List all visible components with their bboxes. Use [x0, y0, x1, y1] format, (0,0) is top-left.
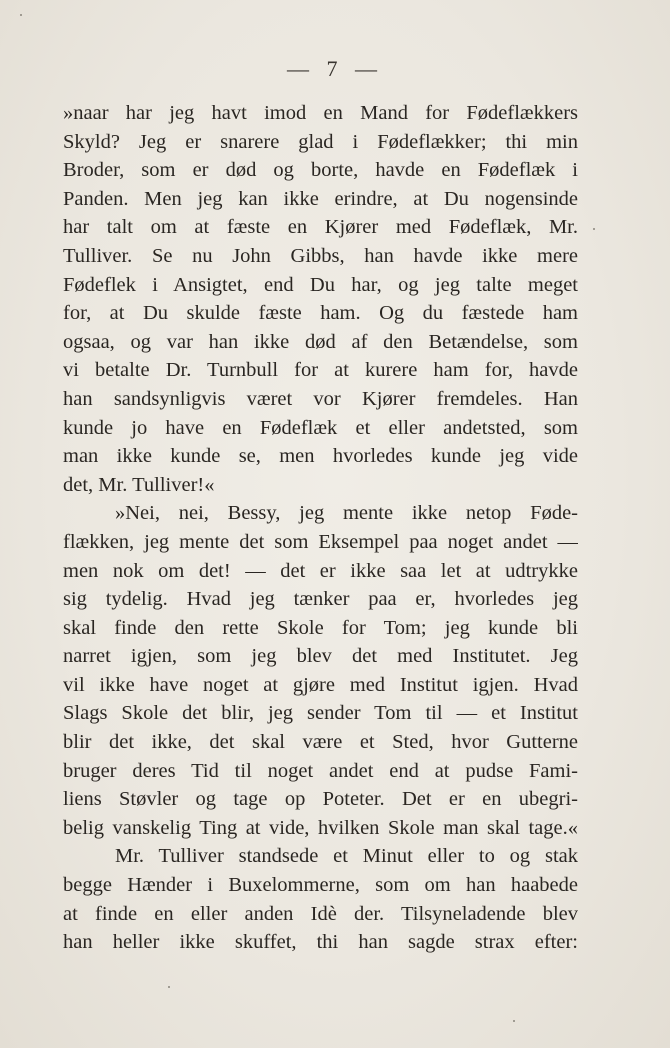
paper-speck	[513, 1020, 515, 1022]
text-line: men nok om det! — det er ikke saa let at udtrykke	[63, 559, 578, 582]
text-line: Skyld? Jeg er snarere glad i Fødeflækker; thi min	[63, 130, 578, 153]
text-line: Panden. Men jeg kan ikke erindre, at Du nogensinde	[63, 187, 578, 210]
paper-speck	[20, 14, 22, 16]
text-line: narret igjen, som jeg blev det med Institutet. Jeg	[63, 645, 578, 668]
text-line: belig vanskelig Ting at vide, hvilken Skole man skal tage.«	[63, 816, 578, 839]
text-line: han sandsynligvis været vor Kjører fremdeles. Han	[63, 387, 578, 410]
text-line: vi betalte Dr. Turnbull for at kurere ham for, havde	[63, 359, 578, 382]
text-line: Fødeflek i Ansigtet, end Du har, og jeg talte meget	[63, 273, 578, 296]
text-line: liens Støvler og tage op Poteter. Det er en ubegri-	[63, 788, 578, 811]
text-line: begge Hænder i Buxelommerne, som om han haabede	[63, 874, 578, 897]
paper-speck	[593, 228, 595, 230]
text-line: Tulliver. Se nu John Gibbs, han havde ikke mere	[63, 244, 578, 267]
text-line: bruger deres Tid til noget andet end at pudse Fami-	[63, 759, 578, 782]
page-number: — 7 —	[287, 56, 383, 81]
text-line: kunde jo have en Fødeflæk et eller andetsted, som	[63, 416, 578, 439]
text-line: Broder, som er død og borte, havde en Fødeflæk i	[63, 159, 578, 182]
text-line: man ikke kunde se, men hvorledes kunde jeg vide	[63, 445, 578, 468]
text-line: har talt om at fæste en Kjører med Fødeflæk, Mr.	[63, 216, 578, 239]
paper-speck	[168, 986, 170, 988]
text-line: »naar har jeg havt imod en Mand for Fødeflækkers	[63, 102, 578, 124]
text-line: ogsaa, og var han ikke død af den Betændelse, som	[63, 330, 578, 353]
text-line: han heller ikke skuffet, thi han sagde strax efter:	[63, 931, 578, 954]
text-line: Slags Skole det blir, jeg sender Tom til — et Institut	[63, 702, 578, 725]
text-line: skal finde den rette Skole for Tom; jeg kunde bli	[63, 616, 578, 639]
text-line: flækken, jeg mente det som Eksempel paa noget andet —	[63, 530, 578, 553]
text-line: »Nei, nei, Bessy, jeg mente ikke netop Føde-	[115, 502, 578, 525]
text-line: vil ikke have noget at gjøre med Institut igjen. Hvad	[63, 673, 578, 696]
text-line: det, Mr. Tulliver!«	[63, 473, 215, 496]
text-line: Mr. Tulliver standsede et Minut eller to og stak	[115, 845, 578, 868]
text-line: sig tydelig. Hvad jeg tænker paa er, hvorledes jeg	[63, 588, 578, 611]
body-text	[63, 99, 578, 957]
text-line: at finde en eller anden Idè der. Tilsyneladende blev	[63, 902, 578, 925]
text-line: blir det ikke, det skal være et Sted, hvor Gutterne	[63, 731, 578, 754]
text-line: for, at Du skulde fæste ham. Og du fæstede ham	[63, 302, 578, 325]
